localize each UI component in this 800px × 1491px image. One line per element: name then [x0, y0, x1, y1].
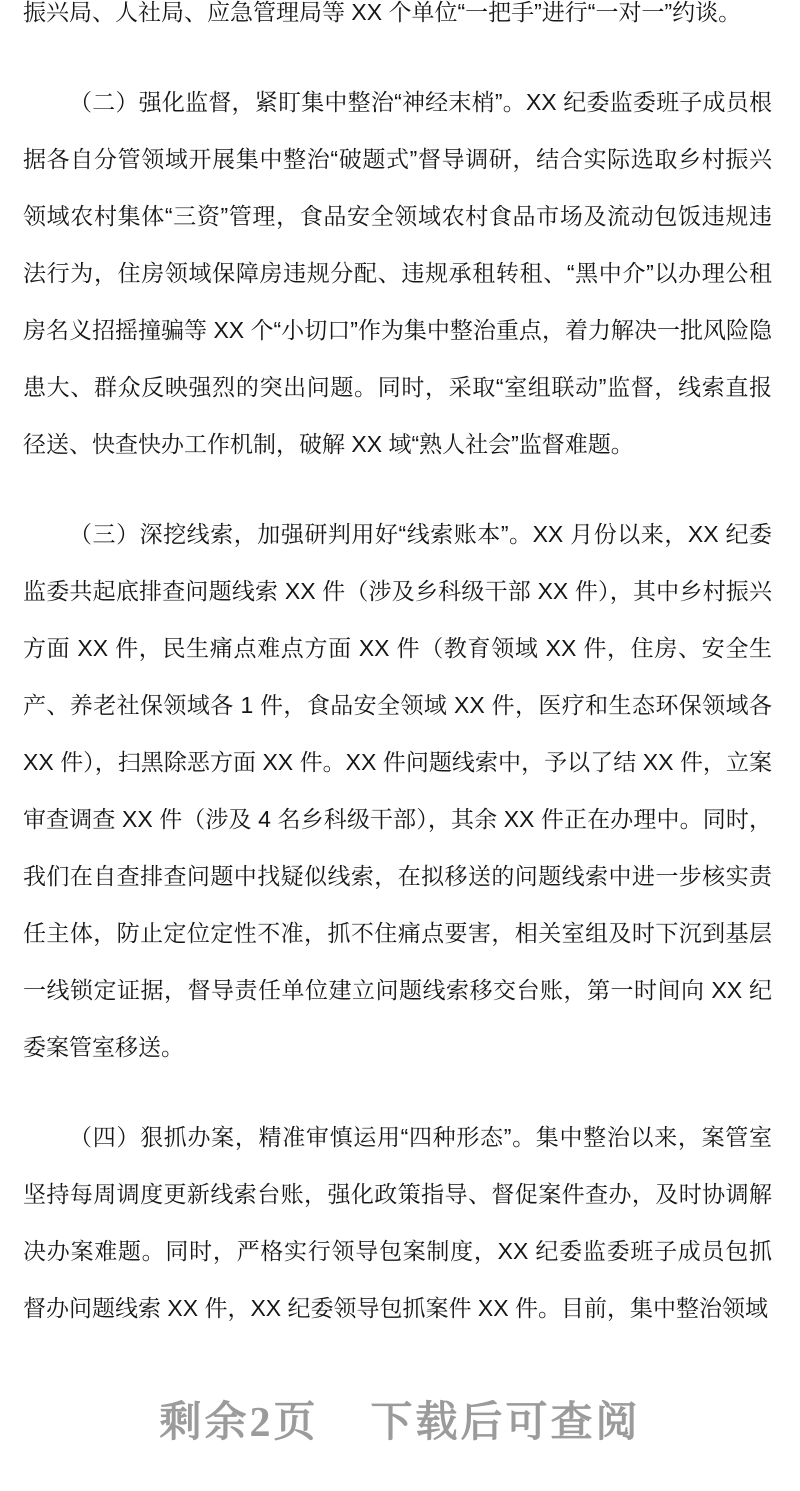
- paragraph-section-three: （三）深挖线索，加强研判用好“线索账本”。XX 月份以来，XX 纪委监委共起底排查问题线索 XX 件（涉及乡科级干部 XX 件），其中乡村振兴方面 XX 件，民生痛点难点方面 XX 件（教育领域 XX 件，住房、安全生产、养老社保领域各 1 件，食品安全领域 XX 件，医疗和生态环保领域各 XX 件），扫黑除恶方面 XX 件。XX 件问题线索中，予以了结 XX 件，立案审查调查 XX 件（涉及 4 名乡科级干部），其余 XX 件正在办理中。同时，我们在自查排查问题中找疑似线索，在拟移送的问题线索中进一步核实责任主体，防止定位定性不准，抓不住痛点要害，相关室组及时下沉到基层一线锁定证据，督导责任单位建立问题线索移交台账，第一时间向 XX 纪委案管室移送。: [23, 521, 772, 1060]
- paragraph-section-four: （四）狠抓办案，精准审慎运用“四种形态”。集中整治以来，案管室坚持每周调度更新线索台账，强化政策指导、督促案件查办，及时协调解决办案难题。同时，严格实行领导包案制度，XX 纪委监委班子成员包抓督办问题线索 XX 件，XX 纪委领导包抓案件 XX 件。目前，集中整治领域: [23, 1124, 772, 1321]
- preview-footer: [0, 1389, 800, 1449]
- download-hint-label: 下载后可查阅: [370, 1400, 641, 1446]
- pages-remaining-label: 剩余2页: [159, 1400, 319, 1446]
- paragraph-truncated-top: 振兴局、人社局、应急管理局等 XX 个单位“一把手”进行“一对一”约谈。: [23, 0, 742, 25]
- paragraph-section-two: （二）强化监督，紧盯集中整治“神经末梢”。XX 纪委监委班子成员根据各自分管领域开展集中整治“破题式”督导调研，结合实际选取乡村振兴领域农村集体“三资”管理，食品安全领域农村食品市场及流动包饭违规违法行为，住房领域保障房违规分配、违规承租转租、“黑中介”以办理公租房名义招摇撞骗等 XX 个“小切口”作为集中整治重点，着力解决一批风险隐患大、群众反映强烈的突出问题。同时，采取“室组联动”监督，线索直报径送、快查快办工作机制，破解 XX 域“熟人社会”监督难题。: [23, 89, 772, 457]
